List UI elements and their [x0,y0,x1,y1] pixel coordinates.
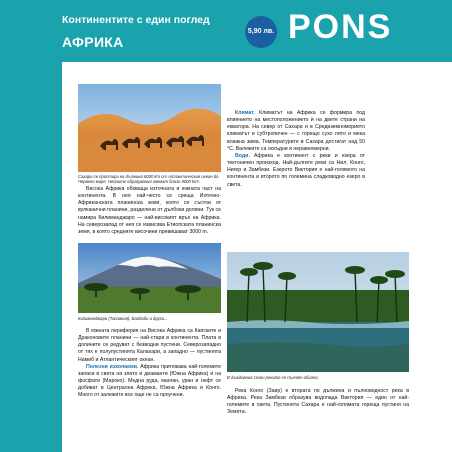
header-band [0,0,452,62]
desert-photo [78,84,221,172]
desert-caption: Сахара се простира на дължина 6000 km от Атлантическия океан до Червено море. Нейните образувания заемат близо 9000 km². [78,174,219,184]
paragraph-south-mountains: В южната периферия на Висока Африка са Капските и Драконовите планини — най-стари в континента. Плата в долините се редуват с безводни пустини. Северозападно от тях е полупустинята Калахари, а западно — пустинята Намиб и Атлантическият океан. [78,328,221,363]
paragraph-minerals: Африка притежава най-големите запаси в света на злато и диаманти (Южна Африка) и на фосфати (Мароко). Медна руда, манган, уран и нефт се добиват в Централна Африка, Южна Африка и Конго. Много от залежите все още не са проучени. [78,363,221,399]
left-color-bar [0,62,62,452]
river-caption: В дъждовния сезон реките се пълнят обилно. [227,375,319,380]
text-block-2 [78,328,221,400]
keyword-climate: Климат. [235,110,255,116]
kilimanjaro-caption: Килиманджаро (Танзания). Баобаби и други... [78,316,168,321]
paragraph-rivers: Река Конго (Заир) е втората по дължина и пълноводност река в Африка. Река Замбези образува водопада Виктория — един от най-големите в света. Пустинята Сахара е най-голямата гореща пустиня на Земята. [227,388,409,416]
paragraph-high-africa: Висока Африка обхваща източната и южната част на континента. В нея най-често се среща Източно-Африканската планинска земя, която се състои от вулканични планини, разделени от дълбоки долини. Тук се намира Килиманджаро — най-високият връх на Африка. На северозапад от нея се извисява Етиопската планинска земя, в която средните височини превишават 3000 m. [78,186,221,235]
river-photo [227,252,409,372]
kilimanjaro-photo [78,243,221,313]
paragraph-waters: Африка е континент с реки и езера от тектоничен произход. Най-дългите реки са Нил, Конго, Нигер и Замбези. Езерото Виктория е най-голямото на континента и второто по големина сладководно езеро в света. [227,152,365,188]
series-title: Континентите с един поглед [62,14,210,26]
text-block-1 [78,186,221,236]
river-palms-image [227,252,409,372]
keyword-waters: Води. [235,152,250,159]
price-badge: 5,90 лв. [245,16,277,48]
text-block-3 [227,110,365,189]
keyword-minerals: Полезни изкопаеми. [86,363,139,370]
paragraph-climate: Климатът на Африка се формира под влиянието на местоположението ѝ на двете страни на екватора. На север от Сахара и в Средиземноморието климатът е субтропичен — с горещо сухо лято и мека влажна зима. Температурите в Сахара достигат над 50 °C. Валежите са оскъдни и неравномерни. [227,110,365,152]
desert-camels-image [78,84,221,172]
text-block-4 [227,388,409,417]
brand-logo: PONS [288,8,393,46]
kilimanjaro-image [78,243,221,313]
page-title: АФРИКА [62,34,124,50]
